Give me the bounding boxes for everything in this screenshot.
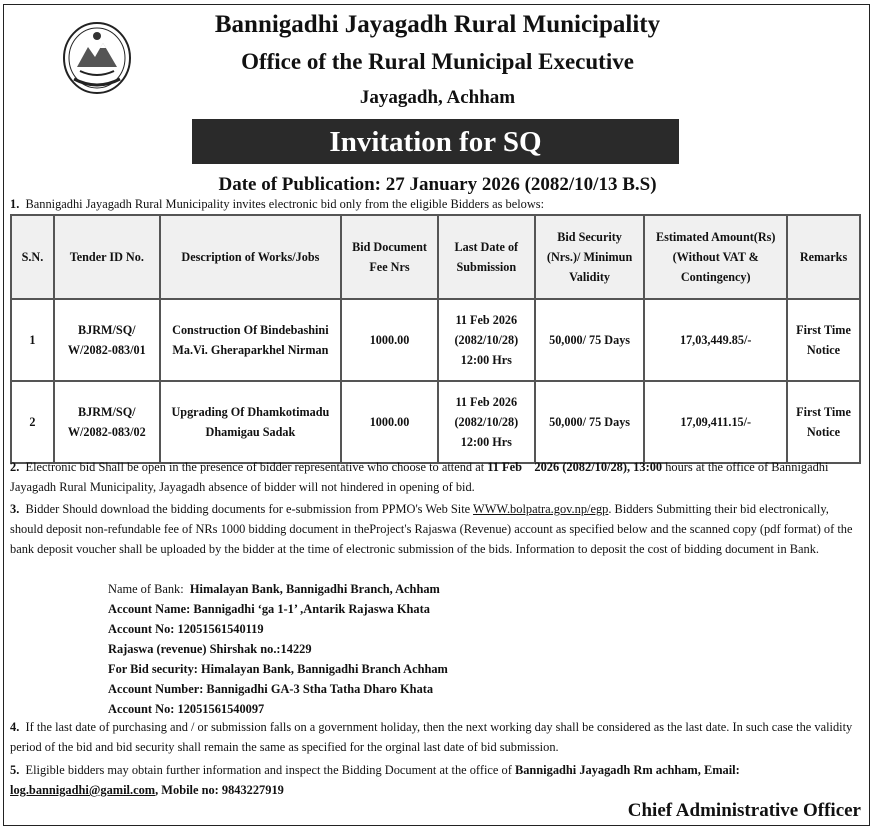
cell-text: 12:00 Hrs	[460, 435, 512, 449]
cell-text: 11 Feb 2026	[455, 313, 518, 327]
cell-last-date	[438, 299, 535, 381]
publication-date: Date of Publication: 27 January 2026 (2082/10/13 B.S)	[218, 174, 657, 195]
account-no: Account No: 12051561540119	[108, 622, 264, 636]
column-header: Bid Document Fee Nrs	[341, 215, 438, 299]
cell-text: Construction Of Bindebashini	[172, 323, 329, 337]
cell-sn: 1	[11, 299, 54, 381]
cell-text: W/2082-083/02	[67, 425, 146, 439]
office-contact: Bannigadhi Jayagadh Rm achham, Email:	[514, 763, 740, 777]
cell-text: First Time	[796, 323, 851, 337]
table-row	[11, 381, 860, 463]
opening-time: 2026 (2082/10/28), 13:00	[534, 460, 663, 474]
paragraph-text: Eligible bidders may obtain further information and inspect the Bidding Document at the office of	[25, 763, 512, 777]
tender-table	[10, 214, 861, 464]
column-header: S.N.	[11, 215, 54, 299]
cell-text: BJRM/SQ/	[78, 405, 136, 419]
table-row	[11, 299, 860, 381]
paragraph-1	[10, 194, 861, 214]
cell-security: 50,000/ 75 Days	[535, 299, 645, 381]
paragraph-number: 2.	[10, 460, 20, 474]
paragraph-number: 1.	[10, 197, 20, 211]
notice-title: Invitation for SQ	[192, 119, 679, 164]
cell-text: W/2082-083/01	[67, 343, 146, 357]
cell-security: 50,000/ 75 Days	[535, 381, 645, 463]
cell-fee: 1000.00	[341, 299, 438, 381]
cell-text: (2082/10/28)	[454, 333, 519, 347]
cell-remarks	[787, 299, 860, 381]
cell-sn: 2	[11, 381, 54, 463]
opening-date: 11 Feb	[487, 460, 523, 474]
bank-details	[108, 579, 448, 719]
column-header: Tender ID No.	[54, 215, 160, 299]
cell-tender-id	[54, 381, 160, 463]
paragraph-number: 5.	[10, 763, 20, 777]
cell-text: 12:00 Hrs	[460, 353, 512, 367]
bank-name-value: Himalayan Bank, Bannigadhi Branch, Achham	[189, 582, 440, 596]
paragraph-5	[10, 760, 861, 800]
account-number: Account Number: Bannigadhi GA-3 Stha Tatha Dharo Khata	[108, 682, 434, 696]
bank-name-label: Name of Bank:	[108, 582, 184, 596]
bank-name-line	[108, 579, 448, 599]
paragraph-text: hours at the office of Bannigadhi Jayagadh Rural Municipality, Jayagadh absence of bidder will not hindered in opening of bid.	[10, 460, 829, 494]
paragraph-4	[10, 717, 861, 757]
bid-security-bank: For Bid security: Himalayan Bank, Bannigadhi Branch Achham	[108, 662, 448, 676]
ppmo-website-link[interactable]: WWW.bolpatra.gov.np/egp	[473, 502, 609, 516]
paragraph-text: Bannigadhi Jayagadh Rural Municipality invites electronic bid only from the eligible Bidders as belows:	[25, 197, 545, 211]
paragraph-2	[10, 457, 861, 497]
paragraph-text: Electronic bid Shall be open in the presence of bidder representative who choose to attend at	[25, 460, 485, 474]
cell-text: Notice	[806, 343, 841, 357]
account-no-2: Account No: 12051561540097	[108, 702, 265, 716]
email-link[interactable]: log.bannigadhi@gamil.com	[10, 783, 156, 797]
column-header: Remarks	[787, 215, 860, 299]
table-header-row	[11, 215, 860, 299]
paragraph-text: Bidder Should download the bidding documents for e-submission from PPMO's Web Site	[25, 502, 471, 516]
column-header: Description of Works/Jobs	[160, 215, 341, 299]
cell-description	[160, 381, 341, 463]
cell-text: Dhamigau Sadak	[205, 425, 296, 439]
cell-remarks	[787, 381, 860, 463]
cell-estimate: 17,09,411.15/-	[644, 381, 787, 463]
cell-text: Notice	[806, 425, 841, 439]
cell-last-date	[438, 381, 535, 463]
cell-estimate: 17,03,449.85/-	[644, 299, 787, 381]
paragraph-text: . Bidders Submitting their bid electronically, should deposit non-refundable fee of NRs 1000 bidding document in theProject's Rajaswa (Revenue) account as specified below and the scanned copy (pdf format) of the bank deposit voucher shall be uploaded by the bidder at the time of electronic submission of the bids. Information to deposit the cost of bidding document in Bank.	[10, 502, 853, 556]
column-header: Last Date of Submission	[438, 215, 535, 299]
cell-text: (2082/10/28)	[454, 415, 519, 429]
cell-text: Upgrading Of Dhamkotimadu	[171, 405, 330, 419]
mobile-number: , Mobile no: 9843227919	[155, 783, 284, 797]
paragraph-text: If the last date of purchasing and / or submission falls on a government holiday, then the next working day shall be considered as the last date. In such case the validity period of the bid and bid security shall remain the same as specified for the orginal last date of bid submission.	[10, 720, 853, 754]
account-name: Account Name: Bannigadhi ‘ga 1-1’ ,Antarik Rajaswa Khata	[108, 602, 430, 616]
paragraph-3	[10, 499, 861, 559]
office-location: Jayagadh, Achham	[359, 87, 516, 108]
cell-text: 11 Feb 2026	[455, 395, 518, 409]
cell-description	[160, 299, 341, 381]
office-name: Office of the Rural Municipal Executive	[241, 49, 634, 74]
notice-page	[3, 4, 870, 826]
cell-text: Ma.Vi. Gheraparkhel Nirman	[172, 343, 329, 357]
rajaswa-shirshak: Rajaswa (revenue) Shirshak no.:14229	[108, 642, 312, 656]
cell-fee: 1000.00	[341, 381, 438, 463]
paragraph-number: 3.	[10, 502, 20, 516]
column-header: Estimated Amount(Rs) (Without VAT & Contingency)	[644, 215, 787, 299]
municipality-name: Bannigadhi Jayagadh Rural Municipality	[214, 11, 661, 38]
column-header: Bid Security (Nrs.)/ Minimun Validity	[535, 215, 645, 299]
signature-title: Chief Administrative Officer	[627, 800, 861, 821]
paragraph-number: 4.	[10, 720, 20, 734]
cell-text: First Time	[796, 405, 851, 419]
cell-tender-id	[54, 299, 160, 381]
cell-text: BJRM/SQ/	[78, 323, 136, 337]
